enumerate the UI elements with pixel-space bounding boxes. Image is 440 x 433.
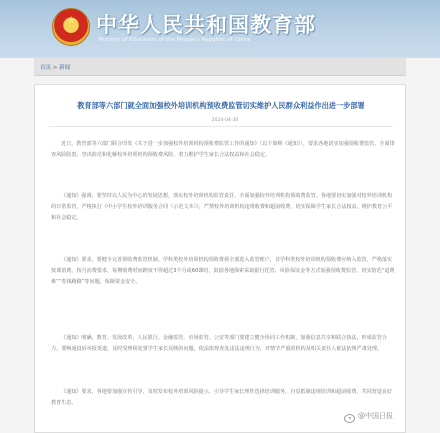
star-icon: ★	[66, 14, 76, 27]
site-banner	[0, 0, 440, 58]
breadcrumb-bar	[34, 58, 406, 76]
weibo-watermark	[344, 410, 393, 422]
article-paragraph: 近日，教育部等六部门联合印发《关于进一步加强校外培训机构预收费监管工作的通知》（以下简称《通知》），要求各地切实加强预收费监管，全面排查风险隐患，坚决防范和化解校外培训机构预收费风险，着力维护学生家长合法权益和社会稳定。	[51, 141, 395, 158]
article-paragraph: 《通知》要求，各地要加强宣传引导，及时发布校外培训风险提示，引导学生家长理性选择培训服务，自觉抵制违规培训和超前收费，共同营造良好教育生态。	[51, 389, 393, 406]
breadcrumb-section-link[interactable]: 新闻	[59, 65, 71, 71]
article-paragraph: 《通知》强调，要坚持以人民为中心的发展思想，落实校外培训机构监管责任，全面加强校外培训机构预收费监管。各地要切实加强对校外培训机构的日常监管，严格执行《中小学生校外培训服务合同（示范文本）》，严禁校外培训机构违规收费和超前收费，切实保障学生家长合法权益，维护教育公平和社会稳定。	[51, 193, 393, 221]
weibo-icon	[344, 412, 355, 421]
article-card	[34, 84, 406, 433]
breadcrumb-home-link[interactable]: 首页	[40, 65, 52, 71]
article-title: 教育部等六部门就全面加强校外培训机构预收费监管切实维护人民群众利益作出进一步部署	[77, 101, 365, 110]
article-paragraph: 《通知》明确，教育、发展改革、人民银行、金融监管、市场监管、公安等部门要建立健全协同工作机制，加强信息共享和联合执法，形成监管合力。要畅通投诉举报渠道，及时受理和处置学生家长反映的问题，依法依规查处违法违规行为，对情节严重的机构及相关责任人依法依规严肃处理。	[51, 335, 388, 352]
breadcrumb	[40, 63, 70, 71]
site-title[interactable]: 中华人民共和国教育部	[96, 12, 316, 37]
breadcrumb-separator: >	[51, 65, 60, 71]
watermark-label: @中国日报	[358, 412, 393, 420]
article-meta: 2024-04-30	[211, 118, 239, 123]
site-subtitle: Ministry of Education of the People's Republic of China	[98, 37, 251, 43]
article-paragraph: 《通知》要求，要健全完善预收费监管机制。学科类校外培训机构预收费须全部进入监管账户，非学科类校外培训机构预收费应纳入监管，严格落实按课消费、按月消费要求，每期收费时间跨度不得超过3个月或60课时，鼓励各地探索采取银行托管、风险保证金等方式加强预收费监管，切实防范“退费难”“卷钱跑路”等问题，保障资金安全。	[51, 257, 395, 285]
title-divider	[49, 126, 393, 127]
